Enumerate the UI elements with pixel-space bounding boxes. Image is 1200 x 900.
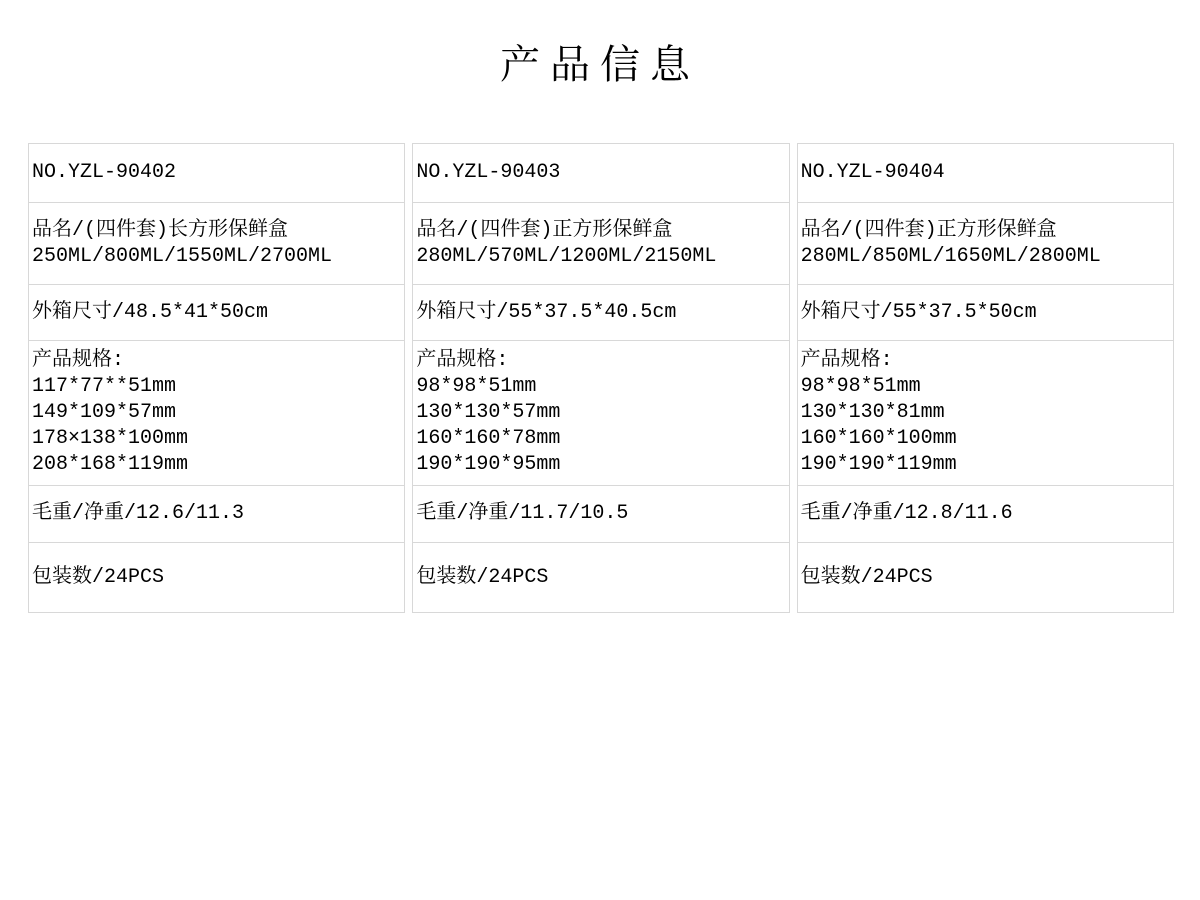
- packing-qty: 包装数/24PCS: [800, 565, 933, 589]
- product-name: 品名/(四件套)正方形保鲜盒: [416, 218, 673, 242]
- specs-row: [29, 340, 404, 485]
- page-title: 产品信息: [500, 43, 700, 87]
- carton-size-row: [413, 284, 788, 340]
- product-card: [28, 143, 405, 613]
- specs-row: [413, 340, 788, 485]
- product-name-row: [413, 202, 788, 284]
- product-card: [797, 143, 1174, 613]
- spec-line: 178×138*100mm: [32, 427, 189, 450]
- spec-line: 130*130*57mm: [416, 401, 561, 424]
- carton-size-row: [798, 284, 1173, 340]
- carton-size: 外箱尺寸/55*37.5*40.5cm: [416, 300, 677, 324]
- product-volumes: 250ML/800ML/1550ML/2700ML: [32, 244, 333, 268]
- packing-row: [798, 542, 1173, 612]
- packing-row: [413, 542, 788, 612]
- product-name: 品名/(四件套)长方形保鲜盒: [32, 218, 289, 242]
- carton-size: 外箱尺寸/55*37.5*50cm: [800, 300, 1037, 324]
- product-tables: [28, 143, 1174, 613]
- specs-label: 产品规格:: [416, 349, 509, 372]
- product-no-row: [29, 144, 404, 202]
- specs-label: 产品规格:: [800, 349, 893, 372]
- spec-line: 98*98*51mm: [416, 375, 537, 398]
- packing-row: [29, 542, 404, 612]
- spec-line: 190*190*119mm: [800, 453, 957, 476]
- weight-row: [798, 485, 1173, 542]
- product-volumes: 280ML/850ML/1650ML/2800ML: [800, 244, 1101, 268]
- carton-size-row: [29, 284, 404, 340]
- gross-net-weight: 毛重/净重/12.8/11.6: [800, 502, 1013, 525]
- product-no: NO.YZL-90402: [32, 161, 177, 184]
- spec-line: 98*98*51mm: [800, 375, 921, 398]
- product-no: NO.YZL-90403: [416, 161, 561, 184]
- spec-line: 160*160*100mm: [800, 427, 957, 450]
- packing-qty: 包装数/24PCS: [32, 565, 165, 589]
- spec-line: 208*168*119mm: [32, 453, 189, 476]
- spec-line: 130*130*81mm: [800, 401, 945, 424]
- product-card: [412, 143, 789, 613]
- gross-net-weight: 毛重/净重/11.7/10.5: [416, 502, 629, 525]
- specs-row: [798, 340, 1173, 485]
- product-name-row: [29, 202, 404, 284]
- weight-row: [29, 485, 404, 542]
- product-no: NO.YZL-90404: [800, 161, 945, 184]
- weight-row: [413, 485, 788, 542]
- spec-line: 149*109*57mm: [32, 401, 177, 424]
- product-no-row: [798, 144, 1173, 202]
- specs-label: 产品规格:: [32, 349, 125, 372]
- gross-net-weight: 毛重/净重/12.6/11.3: [32, 502, 245, 525]
- product-no-row: [413, 144, 788, 202]
- carton-size: 外箱尺寸/48.5*41*50cm: [32, 300, 269, 324]
- spec-line: 117*77**51mm: [32, 375, 177, 398]
- product-name-row: [798, 202, 1173, 284]
- product-name: 品名/(四件套)正方形保鲜盒: [800, 218, 1057, 242]
- packing-qty: 包装数/24PCS: [416, 565, 549, 589]
- product-volumes: 280ML/570ML/1200ML/2150ML: [416, 244, 717, 268]
- spec-line: 160*160*78mm: [416, 427, 561, 450]
- spec-line: 190*190*95mm: [416, 453, 561, 476]
